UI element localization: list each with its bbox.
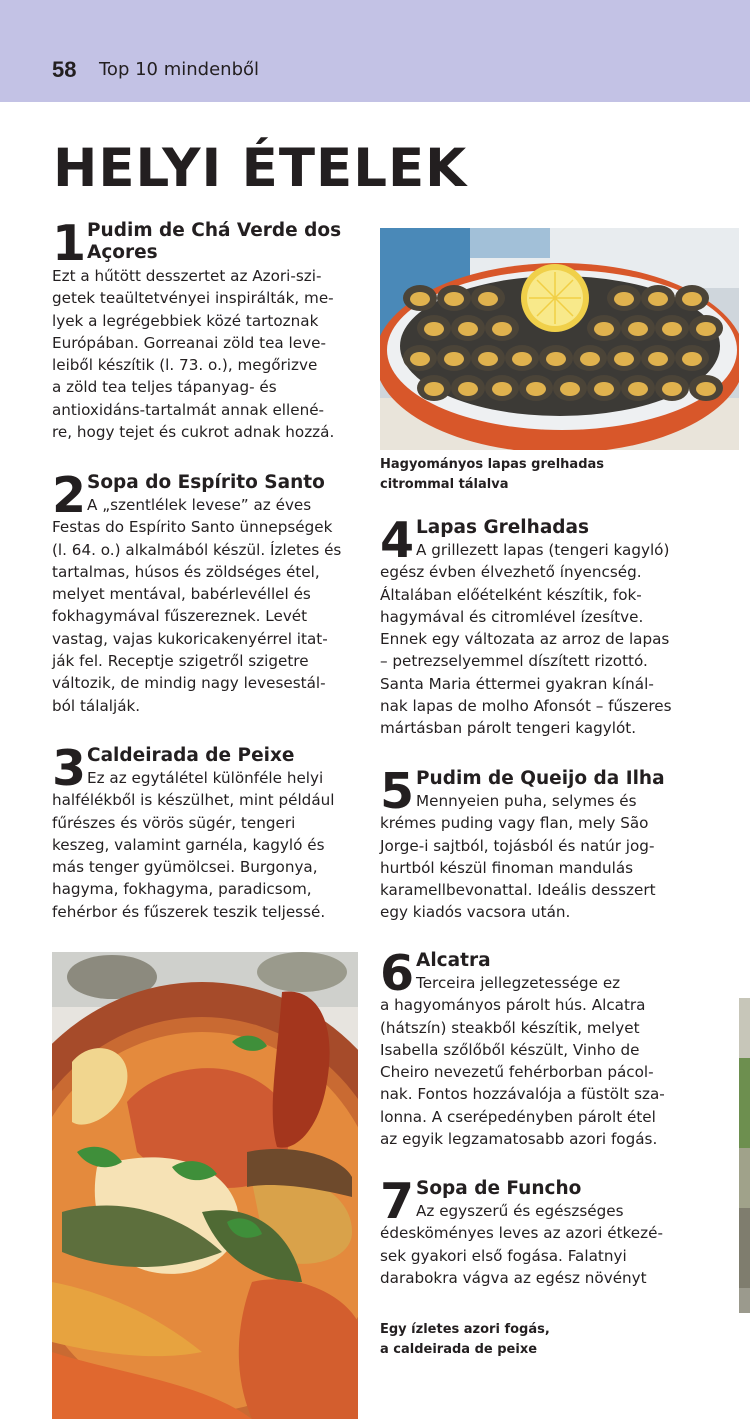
- limpet-meat: [546, 352, 566, 366]
- limpet-meat: [458, 322, 478, 336]
- item-1: [52, 215, 362, 448]
- item-number: 7: [380, 1173, 415, 1230]
- item-2: [52, 467, 362, 720]
- limpet-meat: [492, 322, 512, 336]
- caldeirada-photo: [52, 952, 358, 1419]
- limpet-meat: [628, 322, 648, 336]
- page-title: HELYI ÉTELEK: [53, 138, 468, 199]
- caldeirada-caption: Egy ízletes azori fogás, a caldeirada de peixe: [380, 1322, 550, 1357]
- item-7: [380, 1173, 700, 1296]
- item-body: Ezt a hűtött desszertet az Azori-szi- getek teaültetvényei inspirálták, me- lyek a legrégebbiek közé tartoznak Európában. Gorreanai zöld tea leve- leiből készítik (l. 73. o.), megőrizve a zöld tea teljes tápanyag- és antioxidáns-tartalmát annak ellené- re, hogy tejet és cukrot adnak hozzá.: [52, 267, 335, 442]
- page-number: 58: [52, 57, 77, 82]
- limpet-meat: [580, 352, 600, 366]
- item-heading: Caldeirada de Peixe: [87, 745, 295, 766]
- limpet-meat: [682, 352, 702, 366]
- lapas-caption: Hagyományos lapas grelhadas citrommal tálalva: [380, 457, 605, 492]
- edge-photo-illustration: [739, 998, 750, 1313]
- limpet-meat: [696, 322, 716, 336]
- item-4: [380, 512, 700, 745]
- item-number: 4: [380, 512, 415, 569]
- limpet-meat: [628, 382, 648, 396]
- limpet-meat: [648, 292, 668, 306]
- limpet-meat: [614, 292, 634, 306]
- limpet-meat: [662, 322, 682, 336]
- item-body: Terceira jellegzetessége ez a hagyományos párolt hús. Alcatra (hátszín) steakből készítik, melyet Isabella szőlőből készült, Vinho de Cheiro nevezetű fehérborban pácol- nak. Fontos hozzávalója a füstölt sza- lonna. A cserépedényben párolt étel az egyik legzamatosabb azori fogás.: [380, 974, 665, 1149]
- item-number: 3: [52, 740, 87, 797]
- limpet-meat: [512, 352, 532, 366]
- item-body: Az egyszerű és egészséges édesköményes leves az azori étkezé- sek gyakori első fogása. Falatnyi darabokra vágva az egész növényt: [380, 1202, 663, 1287]
- limpet-meat: [410, 352, 430, 366]
- item-heading: Lapas Grelhadas: [416, 517, 590, 538]
- item-body: A grillezett lapas (tengeri kagyló) egész évben élvezhető ínyencség. Általában előételként készítik, fok- hagymával és citromlével ízesítve. Ennek egy változata az arroz de lapas – petrezselyemmel díszített rizottó. Santa Maria éttermei gyakran kínál- nak lapas de molho Afonsót – fűszeres mártásban párolt tengeri kagylót.: [380, 541, 672, 738]
- limpet-meat: [492, 382, 512, 396]
- item-body: Mennyeien puha, selymes és krémes puding vagy flan, mely São Jorge-i sajtból, tojásból és natúr jog- hurtból készül finoman mandulás karamellbevonattal. Ideális desszert egy kiadós vacsora után.: [380, 792, 656, 922]
- limpet-meat: [696, 382, 716, 396]
- limpet-meat: [662, 382, 682, 396]
- edge-photo: [739, 998, 750, 1313]
- item-heading: Alcatra: [416, 950, 491, 971]
- item-3: [52, 740, 362, 933]
- limpet-meat: [526, 382, 546, 396]
- item-heading: Sopa de Funcho: [416, 1178, 582, 1199]
- lapas-grelhadas-photo: [380, 228, 739, 450]
- limpet-meat: [424, 322, 444, 336]
- limpet-meat: [458, 382, 478, 396]
- item-number: 5: [380, 763, 415, 820]
- item-number: 2: [52, 467, 87, 524]
- item-5: [380, 763, 700, 926]
- item-heading: Pudim de Queijo da Ilha: [416, 768, 665, 789]
- header-bar: [0, 0, 750, 102]
- item-heading: Pudim de Chá Verde dos Açores: [87, 220, 342, 263]
- item-body: A „szentlélek levese” az éves Festas do Espírito Santo ünnepségek (l. 64. o.) alkalmából készül. Ízletes és tartalmas, húsos és zöldséges étel, melyet mentával, babérlevéllel és fokhagymával fűszereznek. Levét vastag, vajas kukoricakenyérrel itat- ják fel. Receptje szigetről szigetre változik, de mindig nagy levesestál- ból tálalják.: [52, 496, 342, 715]
- limpet-meat: [444, 352, 464, 366]
- limpet-meat: [410, 292, 430, 306]
- limpet-meat: [444, 292, 464, 306]
- limpet-meat: [682, 292, 702, 306]
- lapas-photo-illustration: [380, 228, 739, 450]
- item-heading: Sopa do Espírito Santo: [87, 472, 325, 493]
- limpet-meat: [478, 352, 498, 366]
- item-number: 1: [52, 215, 87, 272]
- limpet-meat: [648, 352, 668, 366]
- limpet-meat: [594, 382, 614, 396]
- limpet-meat: [560, 382, 580, 396]
- limpet-meat: [614, 352, 634, 366]
- caldeirada-photo-illustration: [52, 952, 358, 1419]
- limpet-meat: [594, 322, 614, 336]
- item-6: [380, 945, 700, 1158]
- item-body: Ez az egytálétel különféle helyi halfélékből is készülhet, mint például fűrészes és vörös sügér, tengeri keszeg, valamint garnéla, kagyló és más tenger gyümölcsei. Burgonya, hagyma, fokhagyma, paradicsom, fehérbor és fűszerek teszik teljessé.: [52, 769, 335, 921]
- limpet-meat: [424, 382, 444, 396]
- limpet-meat: [478, 292, 498, 306]
- running-title: Top 10 mindenből: [99, 59, 260, 80]
- item-number: 6: [380, 945, 415, 1002]
